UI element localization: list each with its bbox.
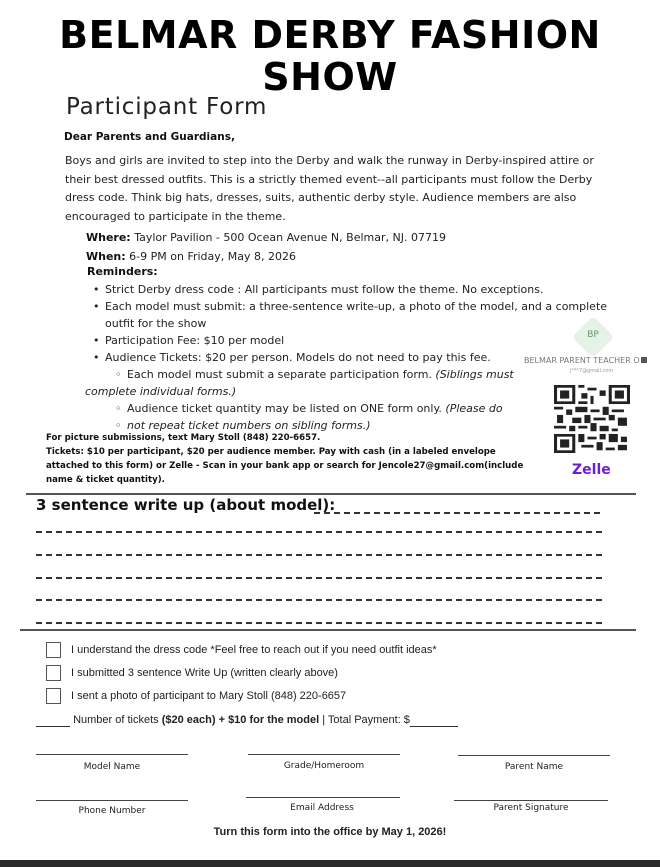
- model-name-label: Model Name: [83, 762, 141, 772]
- reminder-item: • Each model must submit: a three-sentence write-up, a photo of the model, and a complete: [105, 298, 607, 315]
- parent-name-label: Parent Name: [504, 762, 564, 772]
- checklist-item-writeup[interactable]: I submitted 3 sentence Write Up (written clearly above): [46, 664, 338, 682]
- parent-name-field[interactable]: [458, 755, 610, 756]
- writeup-line[interactable]: [36, 599, 602, 601]
- grade-field[interactable]: [248, 754, 400, 755]
- where-label: Where:: [86, 231, 131, 244]
- payment-note: Tickets: $10 per participant, $20 per audience member. Pay with cash (in a labeled envelope: [46, 447, 496, 457]
- grade-label: Grade/Homeroom: [283, 761, 365, 771]
- zelle-logo: Zelle: [572, 462, 611, 478]
- email-field[interactable]: [246, 797, 400, 798]
- reminders-heading: Reminders:: [87, 265, 158, 278]
- page-title-line2: SHOW: [262, 55, 398, 99]
- bottom-bar: [0, 860, 660, 867]
- payment-note: name & ticket quantity).: [46, 475, 165, 485]
- picture-note: For picture submissions, text Mary Stoll (848) 220-6657.: [46, 433, 321, 443]
- checkbox[interactable]: [46, 642, 61, 658]
- tickets-line: Number of tickets ($20 each) + $10 for the model | Total Payment: $: [36, 714, 458, 727]
- parent-signature-field[interactable]: [454, 800, 608, 801]
- phone-field[interactable]: [36, 800, 188, 801]
- reminder-item-cont: outfit for the show: [105, 317, 207, 330]
- bp-initials: BP: [587, 330, 599, 340]
- total-payment-field[interactable]: [410, 714, 458, 727]
- writeup-line[interactable]: [36, 577, 602, 579]
- divider: [26, 493, 636, 495]
- sub-reminder: ◦ Audience ticket quantity may be listed on ONE form only. (Please do: [127, 400, 503, 417]
- reminder-item: • Participation Fee: $10 per model: [105, 332, 284, 349]
- sub-reminder: ◦ not repeat ticket numbers on sibling forms.): [127, 417, 371, 434]
- sub-reminder-cont: complete individual forms.): [85, 385, 237, 398]
- form-subtitle: Participant Form: [66, 94, 268, 120]
- writeup-line[interactable]: [36, 531, 602, 533]
- where-line: [86, 231, 446, 244]
- intro-paragraph: Boys and girls are invited to step into the Derby and walk the runway in Derby-inspired attire or their best dressed outfits. This is a strictly themed event--all participants must follow the Derby dress code. Think big hats, dresses, suits, authentic derby style. Audience members are also encouraged to participate in the theme.: [65, 154, 594, 223]
- page-title: BELMAR DERBY FASHION: [59, 13, 601, 57]
- writeup-label: 3 sentence write up (about model):: [36, 496, 336, 514]
- parent-signature-label: Parent Signature: [493, 803, 569, 813]
- checklist-item-dress-code[interactable]: I understand the dress code *Feel free to reach out if you need outfit ideas*: [46, 641, 437, 659]
- when-value: 6-9 PM on Friday, May 8, 2026: [129, 250, 296, 263]
- ticket-count-field[interactable]: [36, 714, 70, 727]
- when-label: When:: [86, 250, 126, 263]
- writeup-line-first[interactable]: [314, 512, 600, 514]
- writeup-line[interactable]: [36, 554, 602, 556]
- model-name-field[interactable]: [36, 754, 188, 755]
- reminder-item: • Audience Tickets: $20 per person. Models do not need to pay this fee.: [105, 349, 491, 366]
- writeup-line[interactable]: [36, 622, 602, 624]
- org-email: j***7@gmail.com: [570, 368, 614, 374]
- checkbox[interactable]: [46, 665, 61, 681]
- greeting: Dear Parents and Guardians,: [64, 131, 235, 143]
- deadline-note: Turn this form into the office by May 1, 2026!: [213, 826, 447, 838]
- divider: [20, 629, 636, 631]
- payment-note: attached to this form) or Zelle - Scan in your bank app or search for Jencole27@gmail.com(include: [46, 461, 524, 471]
- org-name: BELMAR PARENT TEACHER O: [524, 356, 647, 365]
- checklist-item-photo[interactable]: I sent a photo of participant to Mary Stoll (848) 220-6657: [46, 687, 346, 705]
- sub-reminder: ◦ Each model must submit a separate participation form. (Siblings must: [127, 366, 514, 383]
- reminder-item: • Strict Derby dress code : All participants must follow the theme. No exceptions.: [105, 281, 543, 298]
- checkbox[interactable]: [46, 688, 61, 704]
- when-line: [86, 250, 296, 263]
- email-label: Email Address: [290, 803, 354, 813]
- where-value: Taylor Pavilion - 500 Ocean Avenue N, Belmar, NJ. 07719: [134, 231, 446, 244]
- phone-label: Phone Number: [78, 806, 146, 816]
- qr-code-icon[interactable]: [554, 385, 630, 453]
